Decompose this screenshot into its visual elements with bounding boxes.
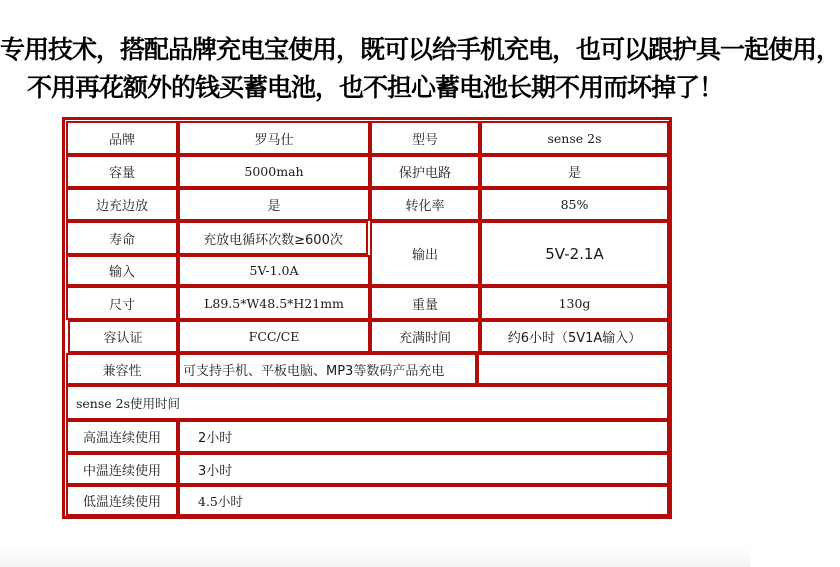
charge-time-value: 约6小时（5V1A输入） <box>480 320 669 353</box>
output-label: 输出 <box>370 221 480 286</box>
capacity-value: 5000mah <box>178 155 370 188</box>
model-label: 型号 <box>370 121 480 155</box>
model-value: sense 2s <box>480 121 669 155</box>
input-label: 输入 <box>66 255 178 286</box>
headline-line-1: 专用技术，搭配品牌充电宝使用，既可以给手机充电，也可以跟护具一起使用， <box>0 35 840 64</box>
protection-value: 是 <box>480 155 669 188</box>
usage-low-value: 4.5小时 <box>178 485 669 516</box>
usage-low-label: 低温连续使用 <box>66 485 178 516</box>
passthrough-value: 是 <box>178 188 370 221</box>
usage-mid-value: 3小时 <box>178 453 669 485</box>
weight-value: 130g <box>480 286 669 320</box>
bottom-fade <box>0 547 750 567</box>
life-label: 寿命 <box>66 221 178 255</box>
usage-mid-label: 中温连续使用 <box>66 453 178 485</box>
protection-label: 保护电路 <box>370 155 480 188</box>
cert-label: 容认证 <box>68 320 178 353</box>
brand-label: 品牌 <box>66 121 178 155</box>
size-value: L89.5*W48.5*H21mm <box>178 286 370 320</box>
compat-label: 兼容性 <box>66 353 178 385</box>
usage-high-label: 高温连续使用 <box>66 420 178 453</box>
passthrough-label: 边充边放 <box>66 188 178 221</box>
size-label: 尺寸 <box>66 286 178 320</box>
usage-title: sense 2s使用时间 <box>66 385 669 420</box>
input-value: 5V-1.0A <box>178 255 370 286</box>
compat-value: 可支持手机、平板电脑、MP3等数码产品充电 <box>178 353 477 385</box>
charge-time-label: 充满时间 <box>370 320 480 353</box>
compat-empty-cell <box>477 353 669 385</box>
headline-line-2: 不用再花额外的钱买蓄电池，也不担心蓄电池长期不用而坏掉了！ <box>26 73 723 102</box>
usage-high-value: 2小时 <box>178 420 669 453</box>
efficiency-value: 85% <box>480 188 669 221</box>
cert-value: FCC/CE <box>178 320 370 353</box>
life-value: 充放电循环次数≥600次 <box>178 221 368 255</box>
efficiency-label: 转化率 <box>370 188 480 221</box>
brand-value: 罗马仕 <box>178 121 370 155</box>
weight-label: 重量 <box>370 286 480 320</box>
output-value: 5V-2.1A <box>480 221 669 286</box>
capacity-label: 容量 <box>66 155 178 188</box>
